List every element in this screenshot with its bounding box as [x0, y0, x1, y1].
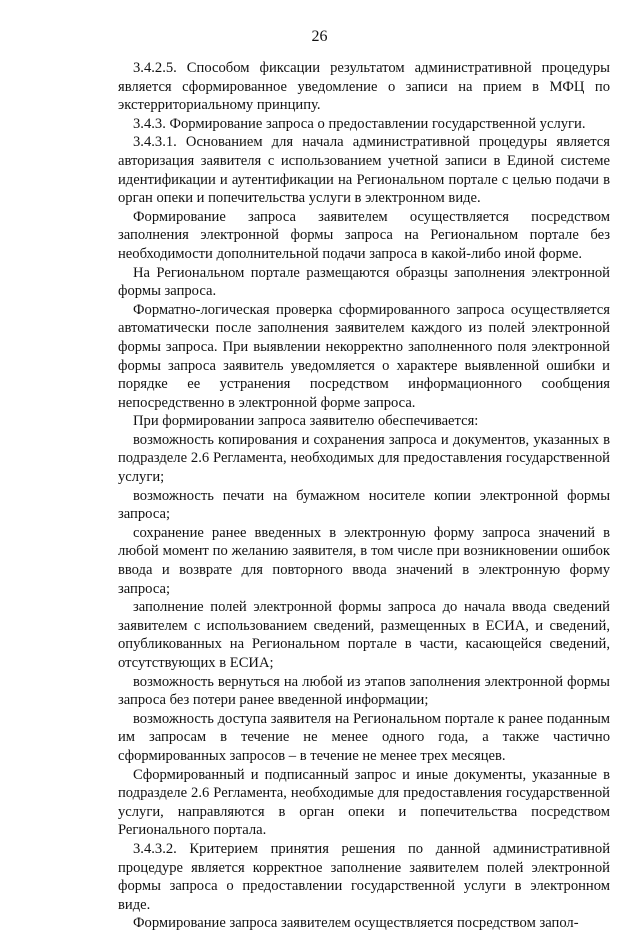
paragraph: Формирование запроса заявителем осуществляется посредством заполнения электронной формы запроса на Региональном портале без необходимости дополнительной подачи запроса в какой-либо иной форме.	[118, 208, 610, 262]
paragraph: возможность доступа заявителя на Региональном портале к ранее поданным им запросам в течение не менее одного года, а также частично сформированных запросов – в течение не менее трех месяцев.	[118, 710, 610, 764]
paragraph: 3.4.3. Формирование запроса о предоставлении государственной услуги.	[133, 115, 586, 132]
paragraph: При формировании запроса заявителю обеспечивается:	[133, 413, 479, 430]
paragraph: 3.4.2.5. Способом фиксации результатом административной процедуры является сформированное уведомление о записи на прием в МФЦ по экстерриториальному принципу.	[118, 60, 610, 114]
paragraph: Сформированный и подписанный запрос и иные документы, указанные в подразделе 2.6 Регламента, необходимые для предоставления государственной услуги, направляются в орган опеки и попечительства посредством Регионального портала.	[118, 766, 610, 839]
paragraph: На Региональном портале размещаются образцы заполнения электронной формы запроса.	[118, 264, 610, 300]
paragraph: 3.4.3.1. Основанием для начала административной процедуры является авторизация заявителя с использованием учетной записи в Единой системе идентификации и аутентификации на Региональном портале с целью подачи в орган опеки и попечительства услуги в электронном виде.	[118, 134, 610, 207]
paragraph: возможность печати на бумажном носителе копии электронной формы запроса;	[118, 487, 610, 523]
paragraph: сохранение ранее введенных в электронную форму запроса значений в любой момент по желанию заявителя, в том числе при возникновении ошибок ввода и возврате для повторного ввода значений в электронную форму запроса;	[118, 524, 610, 597]
page-number: 26	[311, 28, 328, 45]
paragraph: заполнение полей электронной формы запроса до начала ввода сведений заявителем с использованием сведений, размещенных в ЕСИА, и сведений, опубликованных на Региональном портале в части, касающейся сведений, отсутствующих в ЕСИА;	[118, 599, 610, 671]
paragraph: Формирование запроса заявителем осуществляется посредством запол-	[133, 915, 579, 932]
paragraph: Форматно-логическая проверка сформированного запроса осуществляется автоматически после заполнения заявителем каждого из полей электронной формы запроса. При выявлении некорректно заполненного поля электронной формы запроса заявитель уведомляется о характере выявленной ошибки и порядке ее устранения посредством информационного сообщения непосредственно в электронной форме запроса.	[118, 301, 610, 411]
document-body	[118, 59, 610, 933]
paragraph: возможность копирования и сохранения запроса и документов, указанных в подразделе 2.6 Регламента, необходимых для предоставления государственной услуги;	[118, 431, 610, 486]
paragraph: возможность вернуться на любой из этапов заполнения электронной формы запроса без потери ранее введенной информации;	[118, 673, 610, 709]
paragraph: 3.4.3.2. Критерием принятия решения по данной административной процедуре является корректное заполнение заявителем полей электронной формы запроса о предоставлении государственной услуги в электронном виде.	[118, 840, 610, 913]
